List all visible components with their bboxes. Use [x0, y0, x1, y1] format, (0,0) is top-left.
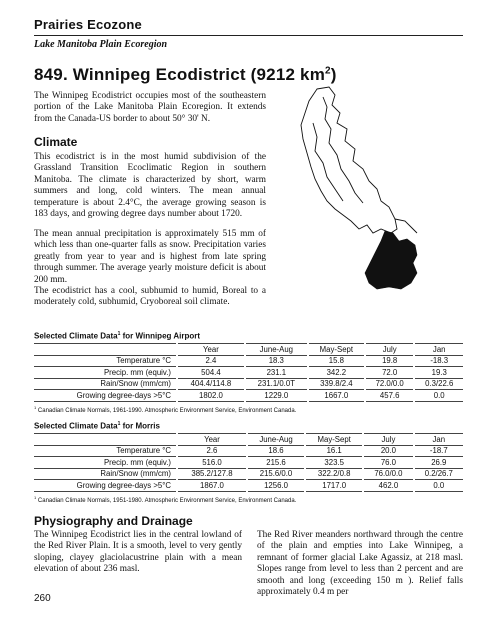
table-row: Temperature °C 2.4 18.3 15.8 19.8 -18.3 — [34, 355, 463, 367]
intro-paragraph: The Winnipeg Ecodistrict occupies most of the southeastern portion of the Lake Manitoba Plain Ecoregion. It extends from the Canada-US border to about 50° 30' N. — [34, 91, 266, 124]
col-header: May-Sept — [309, 344, 364, 356]
climate-paragraph-2: The mean annual precipitation is approximately 515 mm of which less than one-quarter falls as snow. Precipitation varies greatly from year to year and is highest from late spring through summer. The average yearly moisture deficit is about 200 mm. — [34, 229, 266, 285]
ecodistrict-title: 849. Winnipeg Ecodistrict (9212 $km^2$) — [34, 65, 337, 84]
physiography-left-column: The Winnipeg Ecodistrict lies in the central lowland of the Red River Plain. It is a smooth, level to very gently sloping, clayey glaciolacustrine plain with a mean elevation of about 236 masl. — [34, 530, 242, 575]
col-header: Jan — [415, 434, 463, 446]
col-header: Year — [178, 344, 244, 356]
header-rule — [34, 35, 463, 36]
climate-paragraph-3: The ecodistrict has a cool, subhumid to humid, Boreal to a moderately cold, subhumid, Cryoboreal soil climate. — [34, 286, 266, 308]
col-header: Jan — [415, 344, 463, 356]
table-row: Temperature °C 2.6 18.6 16.1 20.0 -18.7 — [34, 445, 463, 457]
lake-shore-inner — [323, 97, 363, 203]
winnipeg-ecodistrict-shape — [365, 231, 417, 289]
ecoregion-outline — [301, 87, 397, 233]
table-footnote-morris: $^1$ Canadian Climate Normals, 1951-1980. Atmospheric Environment Service, Environment Canada. — [34, 495, 297, 504]
ecoregion-subtitle: Lake Manitoba Plain Ecoregion — [34, 39, 168, 50]
ecoregion-east-edge — [395, 219, 417, 233]
physiography-right-column: The Red River meanders northward through the centre of the plain and empties into Lake Winnipeg, a remnant of former glacial Lake Agassiz, at 218 masl. Slopes range from level to less than 2 percent and are smooth and long (exceeding 150 m ). Relief falls approximately 0.4 m per — [257, 530, 463, 598]
table-row: Precip. mm (equiv.) 504.4 231.1 342.2 72.0 19.3 — [34, 367, 463, 379]
col-header: Year — [178, 434, 246, 446]
climate-table-morris — [34, 433, 463, 492]
table-title-morris: Selected Climate Data$^1$ for Morris — [34, 421, 160, 431]
climate-table-winnipeg — [34, 343, 463, 402]
table-header-row — [34, 434, 463, 446]
ecozone-title: Prairies Ecozone — [34, 17, 142, 32]
table-row: Precip. mm (equiv.) 516.0 215.6 323.5 76.0 26.9 — [34, 457, 463, 469]
physiography-heading: Physiography and Drainage — [34, 514, 193, 528]
table-title-winnipeg: Selected Climate Data$^1$ for Winnipeg Airport — [34, 331, 200, 341]
climate-paragraph-1: This ecodistrict is in the most humid subdivision of the Grassland Transition Ecoclimatic Region in southern Manitoba. The climate is characterized by short, warm summers and long, cold winters. The mean annual temperature is about 2.4°C, the average growing season is 183 days, and growing degree days number about 1720. — [34, 152, 266, 220]
col-header: May-Sept — [306, 434, 362, 446]
table-footnote-winnipeg: $^1$ Canadian Climate Normals, 1961-1990. Atmospheric Environment Service, Environment Canada. — [34, 405, 297, 414]
col-header: June-Aug — [248, 434, 304, 446]
lake-manitoba-plain-map — [277, 83, 457, 308]
table-header-row — [34, 344, 463, 356]
climate-heading: Climate — [34, 135, 78, 149]
col-header: July — [364, 434, 412, 446]
ecodistrict-location-map — [277, 83, 457, 308]
table-row: Growing degree-days >5°C 1802.0 1229.0 1667.0 457.6 0.0 — [34, 390, 463, 402]
lake-shore-outer — [313, 123, 343, 201]
table-row: Rain/Snow (mm/cm) 404.4/114.8 231.1/0.0T 339.8/2.4 72.0/0.0 0.3/22.6 — [34, 378, 463, 390]
page-number: 260 — [34, 593, 51, 604]
col-header: June-Aug — [246, 344, 307, 356]
table-row: Growing degree-days >5°C 1867.0 1256.0 1717.0 462.0 0.0 — [34, 480, 463, 492]
table-row: Rain/Snow (mm/cm) 385.2/127.8 215.6/0.0 322.2/0.8 76.0/0.0 0.2/26.7 — [34, 468, 463, 480]
col-header: July — [366, 344, 414, 356]
